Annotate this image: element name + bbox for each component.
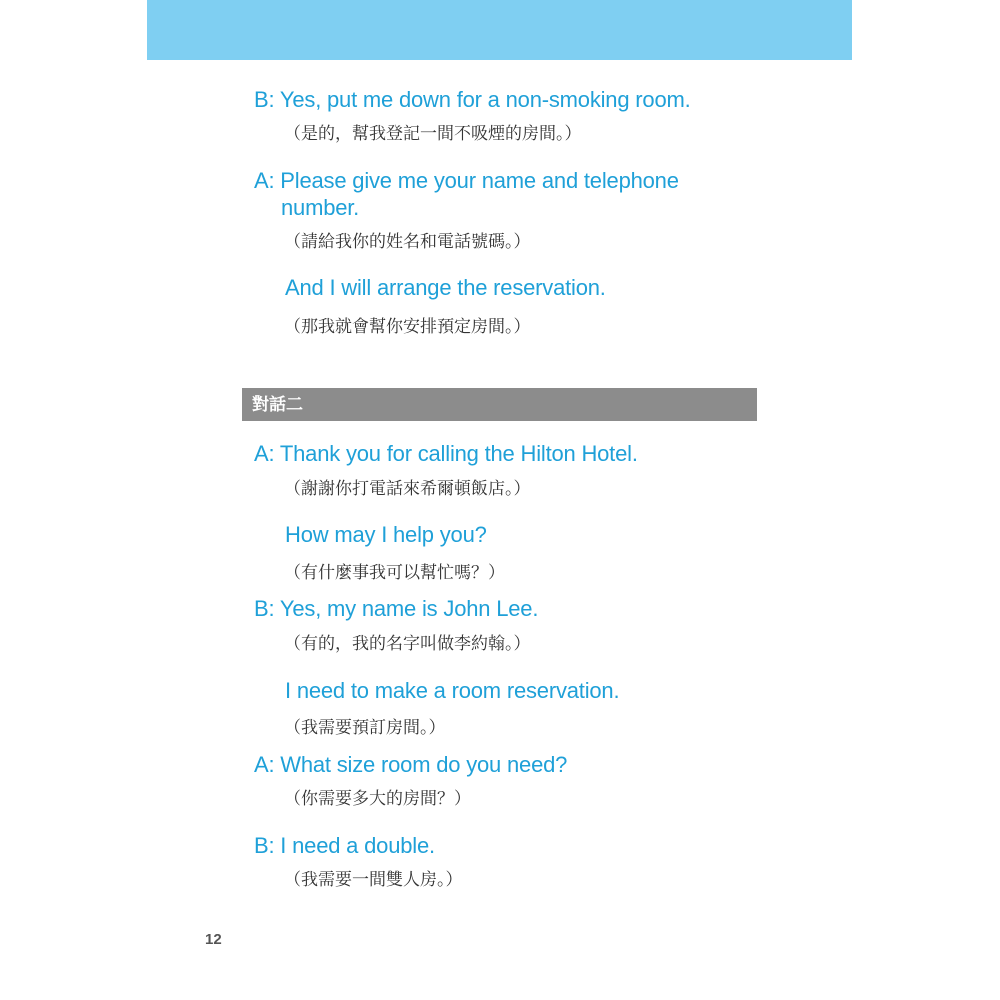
section-title: 對話二 — [252, 395, 303, 415]
dialogue-line-english: And I will arrange the reservation. — [285, 275, 606, 300]
page-number: 12 — [205, 931, 222, 948]
section-heading-bar — [242, 388, 757, 421]
dialogue-line-english: B: Yes, my name is John Lee. — [254, 596, 539, 621]
dialogue-line-english: How may I help you? — [285, 522, 487, 547]
dialogue-line-translation: （我需要一間雙人房。） — [284, 870, 463, 890]
header-band — [147, 0, 852, 60]
dialogue-line-translation: （我需要預訂房間。） — [284, 718, 446, 738]
dialogue-line-english: A: Please give me your name and telephone — [254, 168, 679, 193]
dialogue-line-english: I need to make a room reservation. — [285, 678, 620, 703]
dialogue-line-english: B: Yes, put me down for a non-smoking room. — [254, 87, 691, 112]
dialogue-line-translation: （請給我你的姓名和電話號碼。） — [284, 232, 531, 252]
dialogue-line-english: A: What size room do you need? — [254, 752, 568, 777]
dialogue-line-translation: （是的，幫我登記一間不吸煙的房間。） — [284, 124, 582, 144]
dialogue-line-translation: （有的，我的名字叫做李約翰。） — [284, 634, 531, 654]
dialogue-line-english: A: Thank you for calling the Hilton Hotel. — [254, 441, 638, 466]
dialogue-line-translation: （你需要多大的房間？） — [284, 789, 471, 809]
dialogue-line-english: B: I need a double. — [254, 833, 435, 858]
dialogue-line-translation: （謝謝你打電話來希爾頓飯店。） — [284, 479, 531, 499]
dialogue-line-translation: （那我就會幫你安排預定房間。） — [284, 317, 531, 337]
dialogue-line-translation: （有什麼事我可以幫忙嗎？） — [284, 563, 505, 583]
dialogue-line-english-continued: number. — [281, 195, 360, 220]
